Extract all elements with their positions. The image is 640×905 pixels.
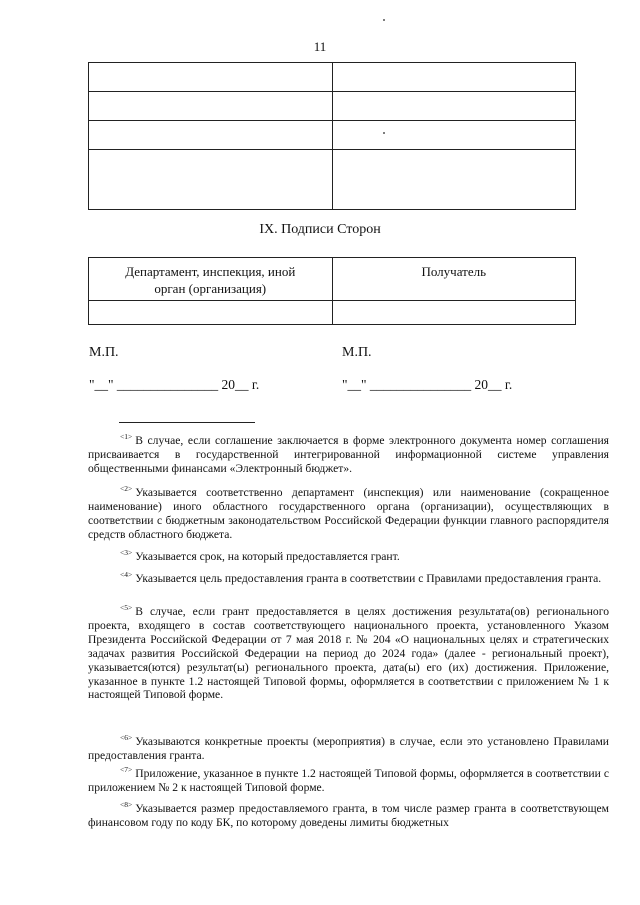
footnote [88, 482, 609, 542]
footnote [88, 798, 609, 830]
footnote [88, 763, 609, 795]
footnote-text: В случае, если грант предоставляется в целях достижения результата(ов) регионального проекта, входящего в состав соответствующего национального проекта, установленного Указом Президента Российской Федерации от 7 мая 2018 г. № 204 «О национальных целях и стратегических задачах развития Российской Федерации на период до 2024 года» (далее - региональный проект), указывается(ются) результат(ы) регионального проекта, дата(ы) его (их) достижения. Приложение, указанное в пункте 1.2 настоящей Типовой формы, оформляется в соответствии с приложением № 1 к настоящей Типовой форме. [88, 605, 609, 702]
table-continuation [88, 62, 576, 210]
table-cell [332, 150, 576, 210]
date-line-right: "__" _______________ 20__ г. [342, 377, 513, 392]
signatures-header-left-text: Департамент, инспекция, иной орган (организация) [125, 264, 296, 296]
footnote-mark: <8> [120, 800, 133, 809]
table-cell [332, 63, 576, 92]
footnote-mark: <2> [120, 484, 133, 493]
table-cell [332, 92, 576, 121]
footnote-text: Указываются конкретные проекты (мероприятия) в случае, если это установлено Правилами предоставления гранта. [88, 735, 609, 762]
signatures-header-right [332, 258, 576, 301]
footnote-mark: <1> [120, 432, 133, 441]
footnote-mark: <5> [120, 603, 133, 612]
footnote-text: В случае, если соглашение заключается в форме электронного документа номер соглашения присваивается в государственной интегрированной информационной системе управления общественными финансами «Электронный бюджет». [88, 434, 609, 475]
footnote [88, 601, 609, 702]
table-cell [89, 150, 333, 210]
footnote [88, 731, 609, 763]
date-line-left: "__" _______________ 20__ г. [89, 377, 260, 392]
footnote-text: Приложение, указанное в пункте 1.2 настоящей Типовой формы, оформляется в соответствии с приложением № 2 к настоящей Типовой форме. [88, 767, 609, 794]
scan-speck [383, 132, 385, 134]
stamp-left: М.П. [89, 345, 119, 360]
footnote-mark: <3> [120, 548, 133, 557]
signatures-header-left [89, 258, 333, 301]
table-cell [89, 121, 333, 150]
footnote-text: Указывается соответственно департамент (инспекция) или наименование (сокращенное наименование) иного областного государственного органа (организации), осуществляющих в соответствии с бюджетным законодательством Российской Федерации функции главного распорядителя средств областного бюджета. [88, 486, 609, 541]
stamp-right: М.П. [342, 345, 372, 360]
footnote-text: Указывается цель предоставления гранта в соответствии с Правилами предоставления гранта. [135, 572, 602, 585]
signature-cell-right [332, 301, 576, 325]
footnote-text: Указывается размер предоставляемого гранта, в том числе размер гранта в соответствующем финансовом году по коду БК, по которому доведены лимиты бюджетных [88, 802, 609, 829]
footnote-mark: <7> [120, 765, 133, 774]
footnote-mark: <4> [120, 570, 133, 579]
footnote-mark: <6> [120, 733, 133, 742]
table-cell [89, 92, 333, 121]
footnote [88, 568, 609, 586]
section-title: IX. Подписи Сторон [259, 222, 381, 237]
table-cell [332, 121, 576, 150]
footnote-separator [119, 422, 255, 423]
footnote-text: Указывается срок, на который предоставляется грант. [135, 550, 400, 563]
footnote [88, 546, 609, 564]
scan-speck [383, 19, 385, 21]
page-number: 11 [313, 39, 327, 54]
footnote [88, 430, 609, 476]
signatures-table [88, 257, 576, 325]
signature-cell-left [89, 301, 333, 325]
table-cell [89, 63, 333, 92]
signatures-header-right-text: Получатель [421, 264, 487, 279]
